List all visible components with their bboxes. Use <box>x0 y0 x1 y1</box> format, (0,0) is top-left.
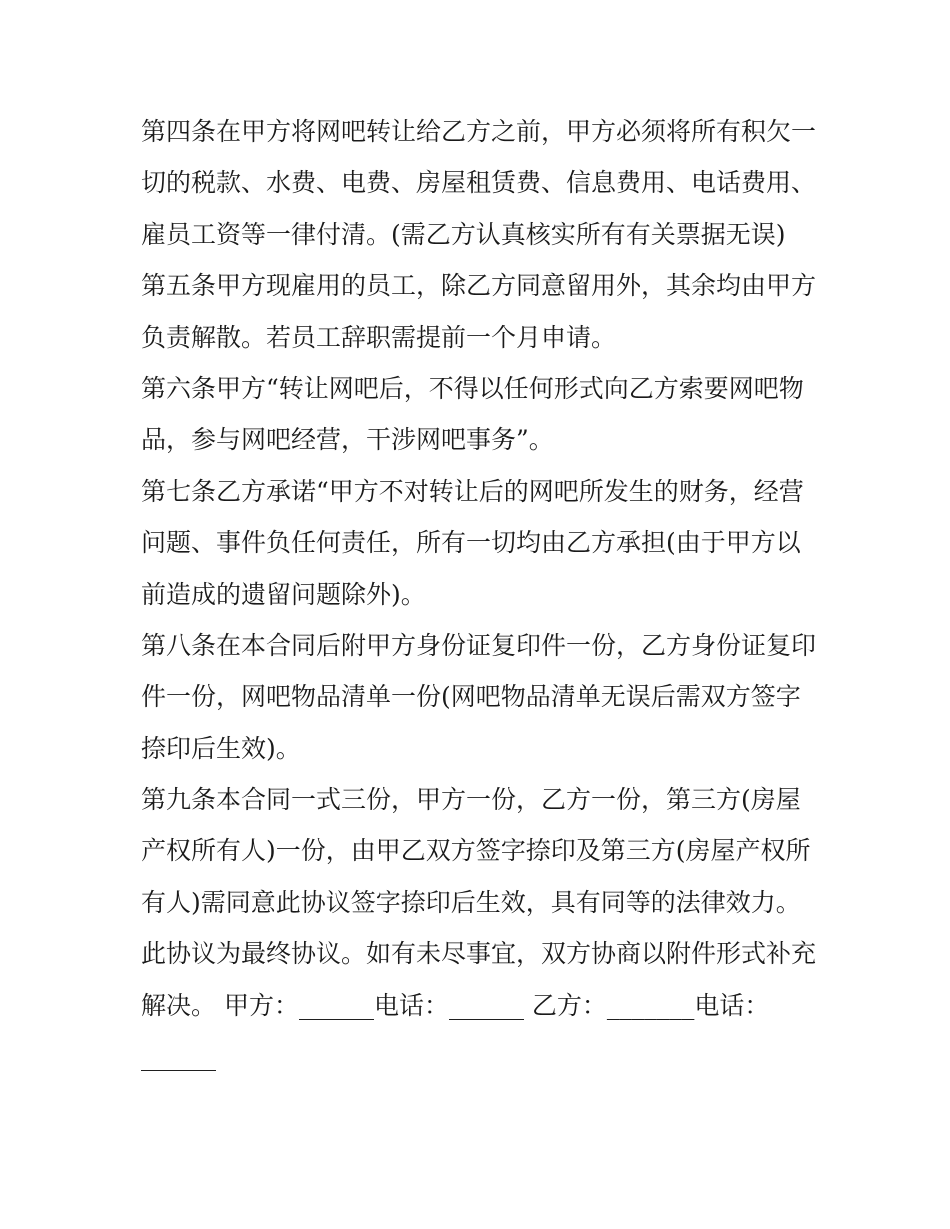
text-line: 负责解散。若员工辞职需提前一个月申请。 <box>141 322 617 352</box>
text-line: 捺印后生效)。 <box>141 733 301 763</box>
text-line: 产权所有人)一份，由甲乙双方签字捺印及第三方(房屋产权所 <box>141 836 811 866</box>
text-line: 此协议为最终协议。如有未尽事宜，双方协商以附件形式补充 <box>141 939 817 969</box>
text-line: 问题、事件负任何责任，所有一切均由乙方承担(由于甲方以 <box>141 528 801 558</box>
text-line: 品，参与网吧经营，干涉网吧事务”。 <box>141 425 554 455</box>
contract-text <box>141 106 821 1082</box>
text-line: 有人)需同意此协议签字捺印后生效，具有同等的法律效力。 <box>141 887 801 917</box>
text-line: 切的税款、水费、电费、房屋租赁费、信息费用、电话费用、 <box>141 168 817 198</box>
text-line: 第九条本合同一式三份，甲方一份，乙方一份，第三方(房屋 <box>141 785 801 815</box>
text-line: 前造成的遗留问题除外)。 <box>141 579 426 609</box>
text-line: 件一份，网吧物品清单一份(网吧物品清单无误后需双方签字 <box>141 682 801 712</box>
text-line: 第八条在本合同后附甲方身份证复印件一份，乙方身份证复印 <box>141 630 817 660</box>
signature-line: ______ <box>141 1042 216 1072</box>
signature-line: 解决。 甲方：______电话：______ 乙方：_______电话： <box>141 990 770 1020</box>
text-line: 第七条乙方承诺“甲方不对转让后的网吧所发生的财务，经营 <box>141 476 804 506</box>
text-line: 第四条在甲方将网吧转让给乙方之前，甲方必须将所有积欠一 <box>141 117 817 146</box>
text-line: 雇员工资等一律付清。(需乙方认真核实所有有关票据无误) <box>141 219 786 249</box>
text-line: 第六条甲方“转让网吧后，不得以任何形式向乙方索要网吧物 <box>141 373 804 403</box>
text-line: 第五条甲方现雇用的员工，除乙方同意留用外，其余均由甲方 <box>141 271 817 301</box>
